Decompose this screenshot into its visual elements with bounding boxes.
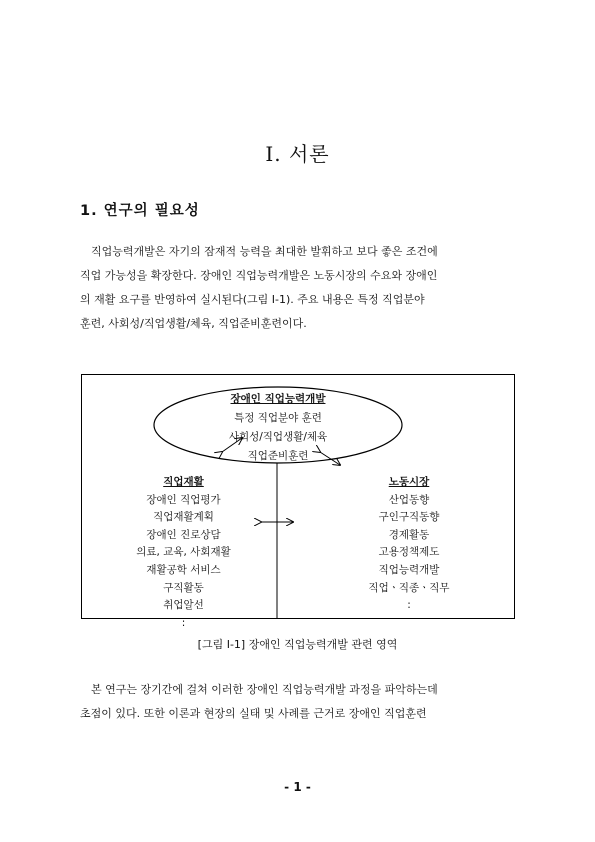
left-node-item: 구직활동 (163, 581, 204, 594)
paragraph-line: 의 재활 요구를 반영하여 실시된다(그림 I-1). 주요 내용은 특정 직업분야 (80, 293, 425, 306)
page-title: I. 서론 (265, 142, 330, 166)
figure-caption: [그림 I-1] 장애인 직업능력개발 관련 영역 (197, 638, 398, 651)
figure-diagram (81, 374, 515, 629)
right-node-title: 노동시장 (388, 476, 430, 488)
paragraph-line: 훈련, 사회성/직업생활/체육, 직업준비훈련이다. (80, 317, 307, 330)
left-node-title: 직업재활 (163, 476, 204, 488)
right-node-item: 고용정책제도 (378, 546, 440, 559)
left-node-item: 재활공학 서비스 (146, 563, 221, 576)
left-node-item: 취업알선 (163, 599, 204, 612)
left-node-item: : (181, 616, 186, 629)
right-node-item: 산업동향 (388, 493, 430, 506)
left-node-item: 직업재활계획 (153, 511, 214, 524)
left-node-item: 의료, 교육, 사회재활 (136, 546, 231, 559)
right-node (309, 474, 509, 615)
body-paragraph (80, 678, 512, 726)
paragraph-line: 본 연구는 장기간에 걸쳐 이러한 장애인 직업능력개발 과정을 파악하는데 (91, 683, 438, 696)
center-node-title: 장애인 직업능력개발 (230, 393, 326, 405)
intro-paragraph (80, 240, 512, 336)
left-node (101, 474, 266, 632)
right-node-item: : (407, 599, 411, 612)
paragraph-line: 직업 가능성을 확장한다. 장애인 직업능력개발은 노동시장의 수요와 장애인 (80, 269, 438, 282)
center-node-item: 특정 직업분야 훈련 (234, 412, 322, 424)
center-node (191, 390, 365, 466)
right-node-item: 직업능력개발 (378, 563, 440, 576)
right-node-item: 경제활동 (388, 528, 430, 541)
left-node-item: 장애인 직업평가 (146, 493, 221, 506)
paragraph-line: 직업능력개발은 자기의 잠재적 능력을 최대한 발휘하고 보다 좋은 조건에 (91, 245, 438, 258)
center-node-item: 직업준비훈련 (247, 450, 309, 462)
center-node-item: 사회성/직업생활/체육 (228, 431, 328, 443)
section-heading: 1. 연구의 필요성 (80, 203, 200, 219)
paragraph-line: 초점이 있다. 또한 이론과 현장의 실태 및 사례를 근거로 장애인 직업훈련 (80, 707, 427, 720)
right-node-item: 직업ㆍ직종ㆍ직무 (368, 581, 450, 594)
left-node-item: 장애인 진로상담 (146, 528, 221, 541)
right-node-item: 구인구직동향 (378, 511, 440, 524)
page-number: - 1 - (284, 780, 311, 794)
